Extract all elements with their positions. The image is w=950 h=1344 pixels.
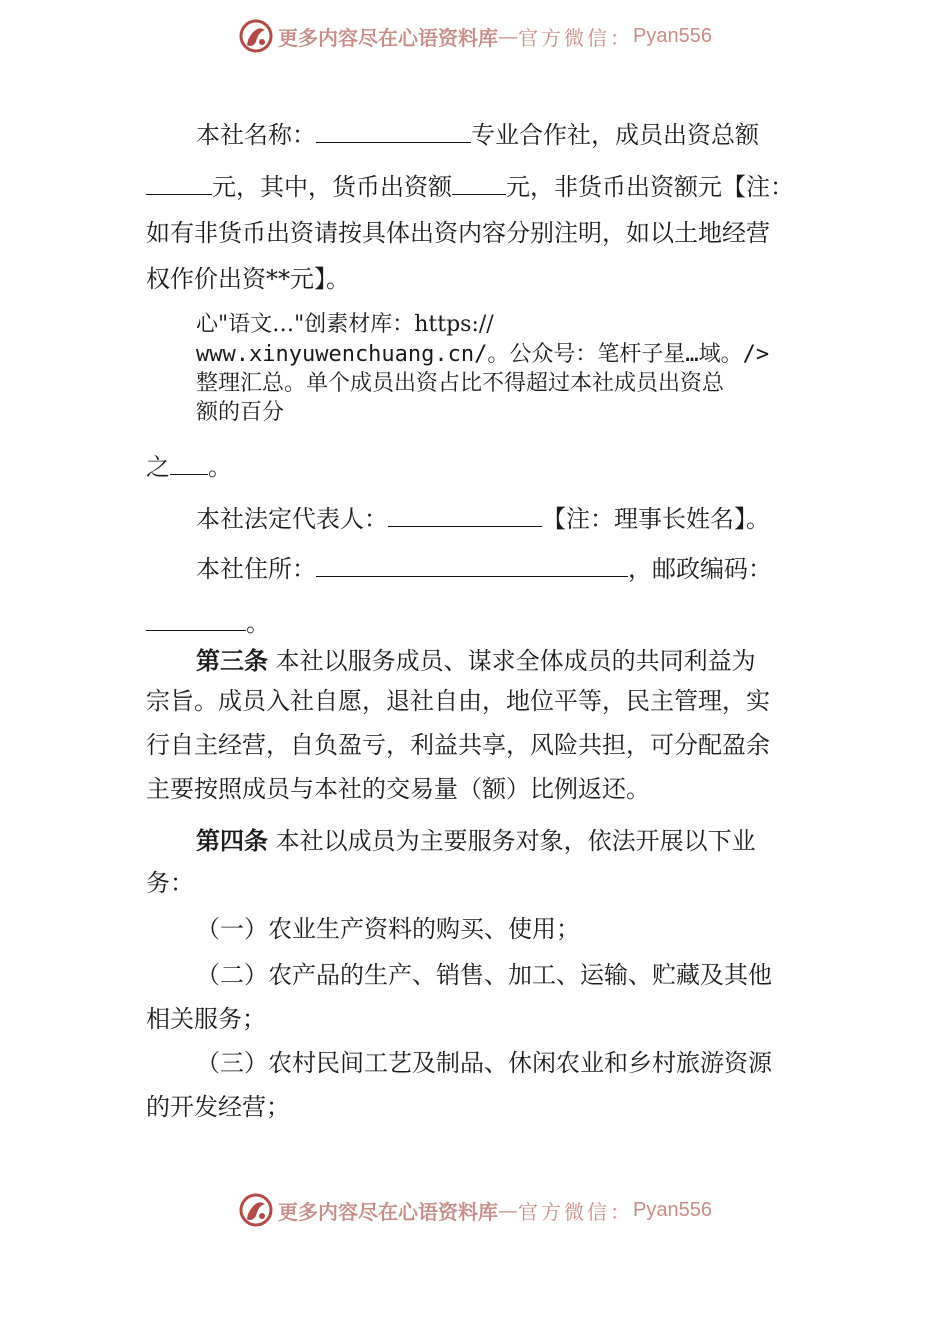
p1-line-3: 如有非货币出资请按具体出资内容分别注明，如以土地经营 [146,219,770,247]
banner-wechat-id: Pyan556 [633,1198,712,1221]
brand-logo-icon [238,18,274,54]
article-3-text-1: 本社以服务成员、谋求全体成员的共同利益为 [275,647,756,675]
article-4-item-2-line-1: （二）农产品的生产、销售、加工、运输、贮藏及其他 [196,961,772,989]
address-blank [316,552,628,577]
p1-line-2-b: 元，非货币出资额元【注： [506,173,794,201]
currency-capital-blank [452,170,506,195]
p1-line-1 [196,118,759,150]
percent-blank [170,450,208,475]
banner-wechat-id: Pyan556 [633,24,712,47]
banner-wechat-label: 官方微信： [518,25,634,50]
p1-line-1-tail: 专业合作社，成员出资总额 [471,121,759,149]
article-3-line-3: 行自主经营，自负盈亏，利益共享，风险共担，可分配盈余 [146,731,770,759]
total-capital-blank [146,170,212,195]
header-watermark-banner [0,14,950,58]
banner-wechat-label: 官方微信： [518,1199,634,1224]
banner-dash: — [498,24,519,48]
ref-line-2: www.xinyuwenchuang.cn/。公众号：笔杆子星…域。/> [196,342,770,367]
percent-prefix: 之 [146,453,170,481]
footer-watermark-banner [0,1188,950,1232]
postcode-label: ，邮政编码： [628,555,772,583]
legal-rep-label: 本社法定代表人： [196,505,388,533]
p1-line-2 [146,170,794,202]
article-4-item-3-line-2: 的开发经营； [146,1093,290,1121]
article-3-line-2: 宗旨。成员入社自愿，退社自由，地位平等，民主管理，实 [146,687,770,715]
society-name-label: 本社名称： [196,121,316,149]
postcode-blank [146,606,246,631]
article-4-line-2: 务： [146,869,194,897]
postcode-line [146,606,270,638]
brand-logo-icon [238,1192,274,1228]
article-4-item-1: （一）农业生产资料的购买、使用； [196,915,580,943]
article-4-item-3-line-1: （三）农村民间工艺及制品、休闲农业和乡村旅游资源 [196,1049,772,1077]
address-line [196,552,772,584]
article-4-text-1: 本社以成员为主要服务对象，依法开展以下业 [275,827,756,855]
article-4-item-2-line-2: 相关服务； [146,1005,266,1033]
ref-line-3: 整理汇总。单个成员出资占比不得超过本社成员出资总 [196,371,725,396]
p1-line-4: 权作价出资**元】。 [146,265,350,293]
banner-dash: — [498,1198,519,1222]
address-label: 本社住所： [196,555,316,583]
legal-rep-blank [388,502,542,527]
banner-main-text: 更多内容尽在心语资料库 [278,25,499,50]
p1-line-2-a: 元，其中，货币出资额 [212,173,452,201]
article-4-line-1 [196,826,756,856]
percent-line [146,450,232,482]
ref-line-4: 额的百分 [196,400,285,425]
society-name-blank [316,118,471,143]
article-4-title: 第四条 [196,827,268,855]
article-3-line-4: 主要按照成员与本社的交易量（额）比例返还。 [146,775,650,803]
ref-line-1: 心"语文…"创素材库：https:// [196,312,494,337]
article-3-title: 第三条 [196,647,268,675]
percent-suffix: 。 [208,453,232,481]
banner-main-text: 更多内容尽在心语资料库 [278,1199,499,1224]
article-3-line-1 [196,646,756,676]
postcode-end: 。 [246,609,270,637]
legal-rep-note: 【注：理事长姓名】。 [542,505,770,533]
legal-rep-line [196,502,770,534]
